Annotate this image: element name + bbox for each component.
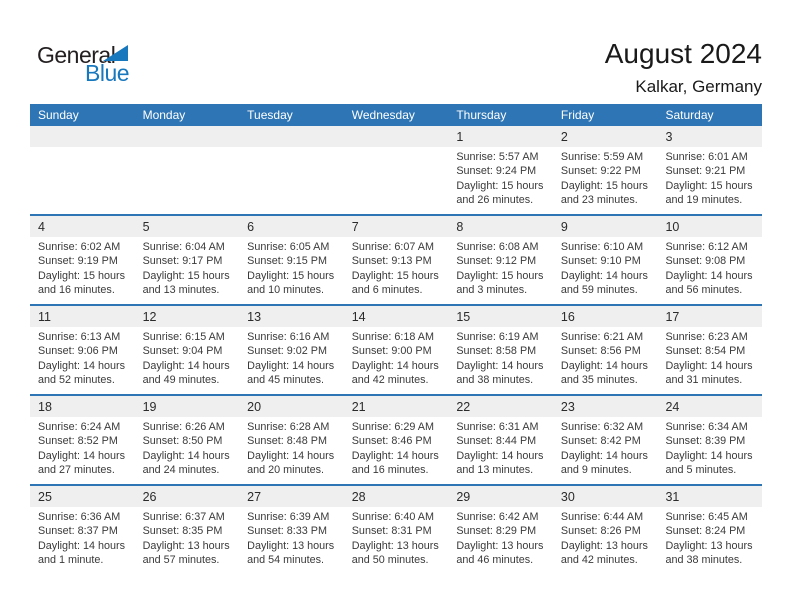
daylight-minutes-text: and 10 minutes. bbox=[247, 284, 324, 297]
day-cell-9 bbox=[553, 237, 658, 304]
daylight-minutes-text: and 13 minutes. bbox=[142, 284, 220, 297]
sunset-text: Sunset: 8:31 PM bbox=[351, 525, 432, 538]
sunrise-text: Sunrise: 6:23 AM bbox=[665, 331, 748, 343]
sunset-text: Sunset: 9:21 PM bbox=[665, 165, 746, 178]
sunset-text: Sunset: 9:10 PM bbox=[560, 255, 641, 268]
day-cell-8 bbox=[448, 237, 553, 304]
day-number-18: 18 bbox=[38, 400, 52, 414]
daylight-minutes-text: and 38 minutes. bbox=[456, 374, 534, 387]
daylight-minutes-text: and 9 minutes. bbox=[560, 464, 632, 477]
day-cell-6 bbox=[239, 237, 344, 304]
week-row-5 bbox=[30, 484, 762, 574]
week-row-2 bbox=[30, 214, 762, 304]
daylight-minutes-text: and 26 minutes. bbox=[456, 194, 534, 207]
day-content-band bbox=[30, 237, 762, 304]
daylight-hours-text: Daylight: 13 hours bbox=[247, 539, 335, 552]
sunrise-text: Sunrise: 6:24 AM bbox=[38, 421, 121, 433]
day-cell-10 bbox=[657, 237, 762, 304]
location-subtitle: Kalkar, Germany bbox=[635, 77, 762, 96]
daylight-hours-text: Daylight: 13 hours bbox=[351, 539, 439, 552]
sunrise-text: Sunrise: 6:40 AM bbox=[351, 511, 434, 523]
day-cell-14 bbox=[344, 327, 449, 394]
day-number-9: 9 bbox=[560, 220, 568, 234]
daylight-minutes-text: and 42 minutes. bbox=[560, 554, 638, 567]
day-cell-empty bbox=[344, 147, 449, 214]
daylight-hours-text: Daylight: 13 hours bbox=[456, 539, 544, 552]
day-number-23: 23 bbox=[560, 400, 575, 414]
sunset-text: Sunset: 9:24 PM bbox=[456, 165, 537, 178]
day-number-10: 10 bbox=[665, 220, 680, 234]
day-number-band bbox=[30, 306, 762, 327]
day-cell-5 bbox=[135, 237, 240, 304]
sunset-text: Sunset: 8:42 PM bbox=[560, 435, 641, 448]
day-number-2: 2 bbox=[560, 130, 568, 144]
day-number-16: 16 bbox=[560, 310, 575, 324]
day-number-band bbox=[30, 216, 762, 237]
day-cell-23 bbox=[553, 417, 658, 484]
sunset-text: Sunset: 8:37 PM bbox=[38, 525, 118, 538]
daylight-hours-text: Daylight: 13 hours bbox=[665, 539, 753, 552]
day-number-19: 19 bbox=[142, 400, 157, 414]
day-number-13: 13 bbox=[247, 310, 262, 324]
sunrise-text: Sunrise: 6:44 AM bbox=[560, 511, 644, 523]
daylight-hours-text: Daylight: 15 hours bbox=[351, 269, 439, 282]
daylight-minutes-text: and 56 minutes. bbox=[665, 284, 743, 297]
daylight-hours-text: Daylight: 14 hours bbox=[665, 449, 753, 462]
sunrise-text: Sunrise: 6:13 AM bbox=[38, 331, 121, 343]
sunrise-text: Sunrise: 6:07 AM bbox=[351, 241, 434, 253]
day-number-12: 12 bbox=[142, 310, 157, 324]
daylight-hours-text: Daylight: 14 hours bbox=[560, 359, 648, 372]
day-content-band bbox=[30, 507, 762, 574]
day-number-empty bbox=[135, 126, 240, 147]
logo-text-blue: Blue bbox=[85, 60, 130, 86]
day-number-empty bbox=[30, 126, 135, 147]
daylight-minutes-text: and 19 minutes. bbox=[665, 194, 743, 207]
sunset-text: Sunset: 8:26 PM bbox=[560, 525, 641, 538]
sunset-text: Sunset: 8:33 PM bbox=[247, 525, 327, 538]
weekday-header-tuesday: Tuesday bbox=[247, 108, 293, 122]
day-number-8: 8 bbox=[456, 220, 464, 234]
sunrise-text: Sunrise: 6:01 AM bbox=[665, 151, 748, 163]
day-number-empty bbox=[344, 126, 449, 147]
day-number-11: 11 bbox=[38, 310, 51, 324]
sunrise-text: Sunrise: 6:15 AM bbox=[142, 331, 225, 343]
day-cell-2 bbox=[553, 147, 658, 214]
calendar-table bbox=[30, 104, 762, 574]
sunrise-text: Sunrise: 6:37 AM bbox=[142, 511, 225, 523]
daylight-hours-text: Daylight: 15 hours bbox=[456, 269, 544, 282]
daylight-hours-text: Daylight: 14 hours bbox=[351, 449, 439, 462]
daylight-minutes-text: and 13 minutes. bbox=[456, 464, 534, 477]
daylight-hours-text: Daylight: 13 hours bbox=[560, 539, 648, 552]
sunset-text: Sunset: 9:19 PM bbox=[38, 255, 118, 268]
sunset-text: Sunset: 9:12 PM bbox=[456, 255, 537, 268]
day-number-28: 28 bbox=[351, 490, 366, 504]
day-cell-27 bbox=[239, 507, 344, 574]
day-number-24: 24 bbox=[665, 400, 680, 414]
sunrise-text: Sunrise: 5:57 AM bbox=[456, 151, 539, 163]
day-number-band bbox=[30, 396, 762, 417]
daylight-minutes-text: and 3 minutes. bbox=[456, 284, 528, 297]
daylight-hours-text: Daylight: 15 hours bbox=[665, 179, 753, 192]
day-content-band bbox=[30, 147, 762, 214]
sunset-text: Sunset: 8:44 PM bbox=[456, 435, 537, 448]
day-cell-29 bbox=[448, 507, 553, 574]
daylight-minutes-text: and 45 minutes. bbox=[247, 374, 324, 387]
sunrise-text: Sunrise: 5:59 AM bbox=[560, 151, 644, 163]
day-number-29: 29 bbox=[456, 490, 471, 504]
daylight-hours-text: Daylight: 14 hours bbox=[142, 359, 230, 372]
daylight-hours-text: Daylight: 14 hours bbox=[560, 269, 648, 282]
day-number-band bbox=[30, 486, 762, 507]
daylight-minutes-text: and 20 minutes. bbox=[247, 464, 324, 477]
sunset-text: Sunset: 8:58 PM bbox=[456, 345, 537, 358]
sunrise-text: Sunrise: 6:21 AM bbox=[560, 331, 644, 343]
sunset-text: Sunset: 8:39 PM bbox=[665, 435, 746, 448]
general-blue-logo bbox=[37, 42, 147, 86]
day-number-band bbox=[30, 126, 762, 147]
sunrise-text: Sunrise: 6:45 AM bbox=[665, 511, 748, 523]
day-number-1: 1 bbox=[456, 130, 464, 144]
sunset-text: Sunset: 9:13 PM bbox=[351, 255, 432, 268]
daylight-hours-text: Daylight: 14 hours bbox=[38, 359, 126, 372]
daylight-hours-text: Daylight: 14 hours bbox=[247, 449, 335, 462]
sunset-text: Sunset: 9:04 PM bbox=[142, 345, 223, 358]
weekday-header-saturday: Saturday bbox=[665, 108, 714, 122]
daylight-minutes-text: and 5 minutes. bbox=[665, 464, 737, 477]
logo-text-general: General bbox=[37, 42, 116, 68]
sunrise-text: Sunrise: 6:12 AM bbox=[665, 241, 748, 253]
sunrise-text: Sunrise: 6:42 AM bbox=[456, 511, 539, 523]
daylight-hours-text: Daylight: 15 hours bbox=[38, 269, 126, 282]
sunrise-text: Sunrise: 6:39 AM bbox=[247, 511, 330, 523]
daylight-minutes-text: and 31 minutes. bbox=[665, 374, 743, 387]
day-number-20: 20 bbox=[247, 400, 262, 414]
sunrise-text: Sunrise: 6:29 AM bbox=[351, 421, 434, 433]
daylight-hours-text: Daylight: 14 hours bbox=[38, 449, 126, 462]
sunset-text: Sunset: 8:50 PM bbox=[142, 435, 223, 448]
day-number-25: 25 bbox=[38, 490, 52, 504]
daylight-minutes-text: and 38 minutes. bbox=[665, 554, 743, 567]
weekday-header-wednesday: Wednesday bbox=[351, 108, 415, 122]
day-cell-22 bbox=[448, 417, 553, 484]
sunset-text: Sunset: 9:02 PM bbox=[247, 345, 327, 358]
day-number-21: 21 bbox=[351, 400, 366, 414]
daylight-minutes-text: and 23 minutes. bbox=[560, 194, 638, 207]
daylight-minutes-text: and 46 minutes. bbox=[456, 554, 534, 567]
day-cell-30 bbox=[553, 507, 658, 574]
day-cell-18 bbox=[30, 417, 135, 484]
daylight-minutes-text: and 54 minutes. bbox=[247, 554, 324, 567]
day-cell-15 bbox=[448, 327, 553, 394]
daylight-hours-text: Daylight: 14 hours bbox=[456, 449, 544, 462]
sunrise-text: Sunrise: 6:08 AM bbox=[456, 241, 539, 253]
sunset-text: Sunset: 9:00 PM bbox=[351, 345, 432, 358]
weekday-header-row bbox=[30, 104, 762, 126]
weekday-header-monday: Monday bbox=[142, 108, 186, 122]
daylight-minutes-text: and 42 minutes. bbox=[351, 374, 429, 387]
sunrise-text: Sunrise: 6:04 AM bbox=[142, 241, 225, 253]
sunset-text: Sunset: 8:35 PM bbox=[142, 525, 223, 538]
daylight-hours-text: Daylight: 15 hours bbox=[560, 179, 648, 192]
sunset-text: Sunset: 9:15 PM bbox=[247, 255, 327, 268]
sunrise-text: Sunrise: 6:02 AM bbox=[38, 241, 121, 253]
sunset-text: Sunset: 8:24 PM bbox=[665, 525, 746, 538]
day-cell-11 bbox=[30, 327, 135, 394]
day-number-27: 27 bbox=[247, 490, 262, 504]
sunrise-text: Sunrise: 6:32 AM bbox=[560, 421, 644, 433]
sunrise-text: Sunrise: 6:19 AM bbox=[456, 331, 539, 343]
day-cell-4 bbox=[30, 237, 135, 304]
daylight-minutes-text: and 16 minutes. bbox=[38, 284, 115, 297]
day-cell-16 bbox=[553, 327, 658, 394]
daylight-hours-text: Daylight: 14 hours bbox=[351, 359, 439, 372]
sunset-text: Sunset: 8:54 PM bbox=[665, 345, 746, 358]
day-cell-19 bbox=[135, 417, 240, 484]
daylight-hours-text: Daylight: 13 hours bbox=[142, 539, 230, 552]
week-row-4 bbox=[30, 394, 762, 484]
daylight-hours-text: Daylight: 14 hours bbox=[142, 449, 230, 462]
sunrise-text: Sunrise: 6:31 AM bbox=[456, 421, 539, 433]
day-number-22: 22 bbox=[456, 400, 471, 414]
daylight-hours-text: Daylight: 14 hours bbox=[665, 269, 753, 282]
day-content-band bbox=[30, 327, 762, 394]
day-number-5: 5 bbox=[142, 220, 150, 234]
daylight-minutes-text: and 59 minutes. bbox=[560, 284, 638, 297]
week-row-3 bbox=[30, 304, 762, 394]
daylight-hours-text: Daylight: 15 hours bbox=[142, 269, 230, 282]
daylight-minutes-text: and 35 minutes. bbox=[560, 374, 638, 387]
sunset-text: Sunset: 8:29 PM bbox=[456, 525, 537, 538]
day-number-6: 6 bbox=[247, 220, 255, 234]
week-row-1 bbox=[30, 126, 762, 214]
daylight-hours-text: Daylight: 14 hours bbox=[247, 359, 335, 372]
daylight-hours-text: Daylight: 15 hours bbox=[247, 269, 335, 282]
daylight-hours-text: Daylight: 14 hours bbox=[665, 359, 753, 372]
day-cell-13 bbox=[239, 327, 344, 394]
calendar-weeks bbox=[30, 126, 762, 574]
day-number-31: 31 bbox=[665, 490, 680, 504]
day-cell-26 bbox=[135, 507, 240, 574]
daylight-hours-text: Daylight: 15 hours bbox=[456, 179, 544, 192]
sunset-text: Sunset: 8:46 PM bbox=[351, 435, 432, 448]
day-cell-31 bbox=[657, 507, 762, 574]
weekday-header-thursday: Thursday bbox=[456, 108, 507, 122]
sunrise-text: Sunrise: 6:28 AM bbox=[247, 421, 330, 433]
day-cell-empty bbox=[135, 147, 240, 214]
sunrise-text: Sunrise: 6:05 AM bbox=[247, 241, 330, 253]
sunset-text: Sunset: 9:22 PM bbox=[560, 165, 641, 178]
day-number-14: 14 bbox=[351, 310, 366, 324]
daylight-minutes-text: and 6 minutes. bbox=[351, 284, 423, 297]
sunrise-text: Sunrise: 6:16 AM bbox=[247, 331, 330, 343]
sunset-text: Sunset: 8:52 PM bbox=[38, 435, 118, 448]
daylight-minutes-text: and 52 minutes. bbox=[38, 374, 115, 387]
sunset-text: Sunset: 9:08 PM bbox=[665, 255, 746, 268]
day-cell-1 bbox=[448, 147, 553, 214]
day-cell-24 bbox=[657, 417, 762, 484]
day-number-30: 30 bbox=[560, 490, 575, 504]
day-cell-3 bbox=[657, 147, 762, 214]
day-cell-25 bbox=[30, 507, 135, 574]
sunset-text: Sunset: 8:48 PM bbox=[247, 435, 327, 448]
day-content-band bbox=[30, 417, 762, 484]
day-number-17: 17 bbox=[665, 310, 680, 324]
title-block bbox=[605, 38, 762, 98]
day-cell-17 bbox=[657, 327, 762, 394]
daylight-minutes-text: and 57 minutes. bbox=[142, 554, 220, 567]
day-number-7: 7 bbox=[351, 220, 359, 234]
day-number-3: 3 bbox=[665, 130, 673, 144]
day-cell-empty bbox=[239, 147, 344, 214]
daylight-hours-text: Daylight: 14 hours bbox=[38, 539, 126, 552]
day-number-4: 4 bbox=[38, 220, 45, 234]
day-cell-12 bbox=[135, 327, 240, 394]
daylight-hours-text: Daylight: 14 hours bbox=[456, 359, 544, 372]
day-cell-28 bbox=[344, 507, 449, 574]
day-cell-20 bbox=[239, 417, 344, 484]
daylight-minutes-text: and 49 minutes. bbox=[142, 374, 220, 387]
sunset-text: Sunset: 8:56 PM bbox=[560, 345, 641, 358]
day-number-15: 15 bbox=[456, 310, 471, 324]
day-number-26: 26 bbox=[142, 490, 157, 504]
daylight-minutes-text: and 27 minutes. bbox=[38, 464, 115, 477]
daylight-hours-text: Daylight: 14 hours bbox=[560, 449, 648, 462]
sunset-text: Sunset: 9:17 PM bbox=[142, 255, 223, 268]
daylight-minutes-text: and 16 minutes. bbox=[351, 464, 429, 477]
day-number-empty bbox=[239, 126, 344, 147]
sunrise-text: Sunrise: 6:10 AM bbox=[560, 241, 644, 253]
daylight-minutes-text: and 50 minutes. bbox=[351, 554, 429, 567]
daylight-minutes-text: and 24 minutes. bbox=[142, 464, 220, 477]
day-cell-empty bbox=[30, 147, 135, 214]
sunrise-text: Sunrise: 6:34 AM bbox=[665, 421, 748, 433]
weekday-header-friday: Friday bbox=[560, 108, 595, 122]
sunrise-text: Sunrise: 6:36 AM bbox=[38, 511, 121, 523]
day-cell-7 bbox=[344, 237, 449, 304]
sunset-text: Sunset: 9:06 PM bbox=[38, 345, 118, 358]
day-cell-21 bbox=[344, 417, 449, 484]
daylight-minutes-text: and 1 minute. bbox=[38, 554, 104, 567]
page-title: August 2024 bbox=[604, 38, 762, 69]
sunrise-text: Sunrise: 6:18 AM bbox=[351, 331, 434, 343]
sunrise-text: Sunrise: 6:26 AM bbox=[142, 421, 225, 433]
weekday-header-sunday: Sunday bbox=[38, 108, 79, 122]
